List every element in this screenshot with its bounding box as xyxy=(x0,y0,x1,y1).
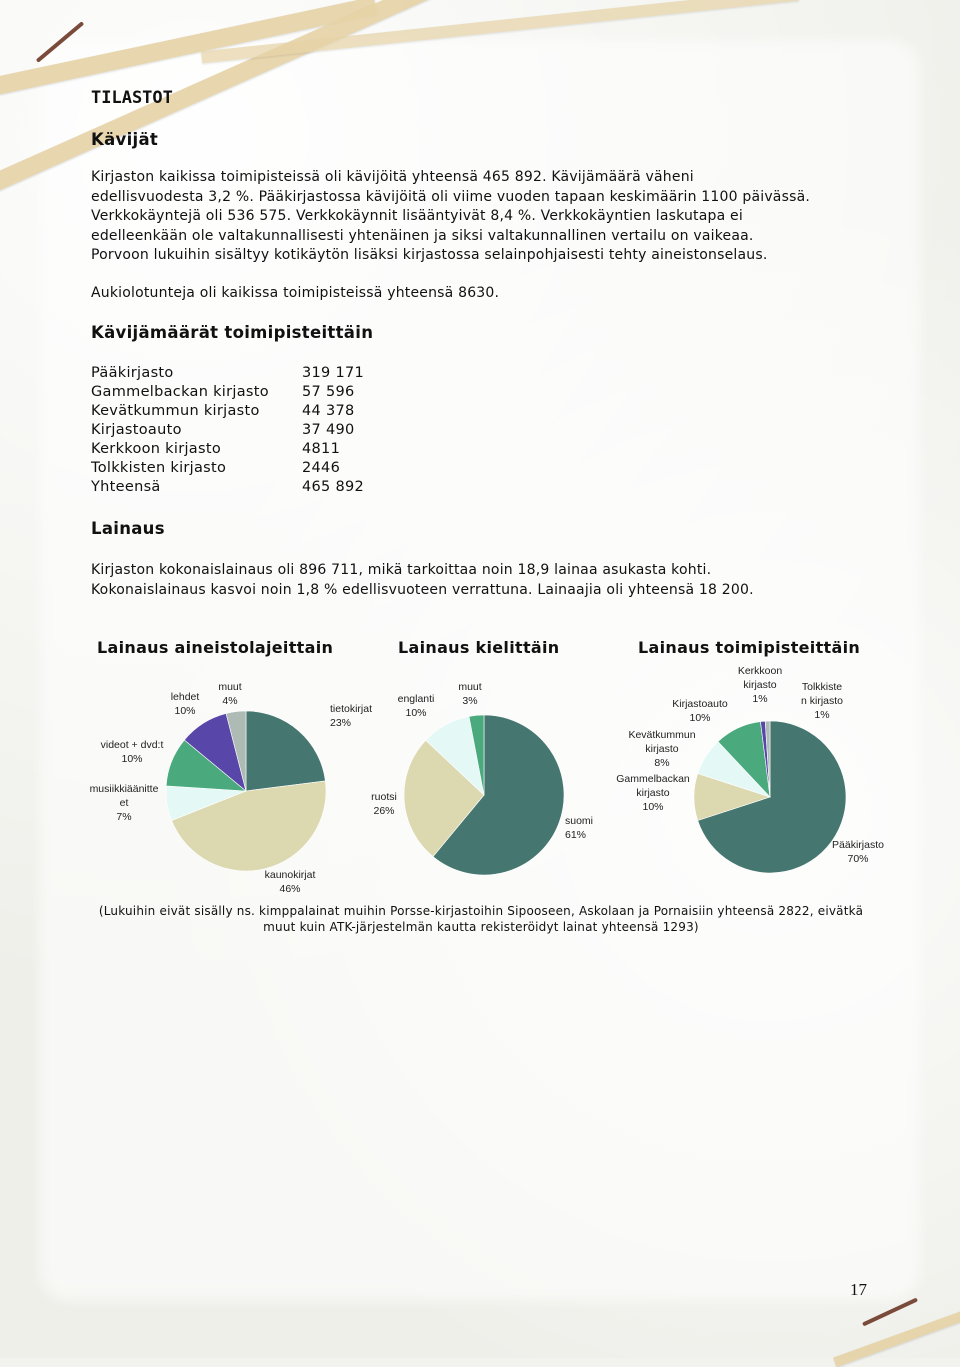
table-row xyxy=(91,383,364,402)
unit-name: Yhteensä xyxy=(91,479,161,495)
pie-3 xyxy=(694,721,846,873)
table-row xyxy=(91,478,364,497)
unit-name: Gammelbackan kirjasto xyxy=(91,384,269,400)
kavijat-line: Porvoon lukuihin sisältyy kotikäytön lisäksi kirjastossa selainpohjaisesti tehty aineistonselaus. xyxy=(91,247,768,263)
slice-label: kaunokirjat 46% xyxy=(264,869,316,895)
slice-label: englanti 10% xyxy=(397,693,435,719)
kavijat-line: edellisvuodesta 3,2 %. Pääkirjastossa kävijöitä oli viime vuoden tapaan keskimäärin 1100 päivässä. xyxy=(91,188,811,205)
kavijat-heading: Kävijät xyxy=(91,130,159,149)
slice-label: lehdet 10% xyxy=(170,691,200,717)
unit-value: 37 490 xyxy=(302,422,355,438)
unit-value: 57 596 xyxy=(302,384,355,400)
pie-2 xyxy=(404,715,564,875)
chart-title-language: Lainaus kielittäin xyxy=(398,638,560,657)
slice-label: Tolkkiste n kirjasto 1% xyxy=(800,681,844,721)
slice-label: videot + dvd:t 10% xyxy=(100,739,164,765)
unit-value: 44 378 xyxy=(302,403,355,419)
slice-label: musiikkiäänitte et 7% xyxy=(89,783,159,823)
slice-label: Kirjastoauto 10% xyxy=(672,698,728,724)
opening-hours-line: Aukiolotunteja oli kaikissa toimipisteissä yhteensä 8630. xyxy=(91,285,500,301)
unit-name: Kevätkummun kirjasto xyxy=(91,403,260,419)
unit-name: Pääkirjasto xyxy=(91,365,174,381)
unit-value: 465 892 xyxy=(302,479,365,495)
lainaus-line: Kokonaislainaus kasvoi noin 1,8 % edellisvuoteen verrattuna. Lainaajia oli yhteensä 18 200. xyxy=(91,581,754,598)
chart-title-material: Lainaus aineistolajeittain xyxy=(97,638,334,657)
opening-hours-text xyxy=(91,284,881,304)
pie-slice xyxy=(246,711,325,791)
kavijat-line: edelleenkään ole valtakunnallisesti yhtenäinen ja siksi valtakunnallinen vertailu on vaikeaa. xyxy=(91,227,754,244)
slice-label: Pääkirjasto 70% xyxy=(832,839,884,865)
visitors-table xyxy=(91,364,364,497)
table-row xyxy=(91,459,364,478)
slice-label: Kevätkummun kirjasto 8% xyxy=(628,729,696,769)
slice-label: Kerkkoon kirjasto 1% xyxy=(737,665,783,705)
pie-1 xyxy=(166,711,326,871)
slice-label: muut 3% xyxy=(458,681,482,707)
table-row xyxy=(91,421,364,440)
table-row xyxy=(91,364,364,383)
unit-name: Kerkkoon kirjasto xyxy=(91,441,221,457)
footnote-line: (Lukuihin eivät sisälly ns. kimppalainat muihin Porsse-kirjastoihin Sipooseen, Askolaan ja Pornaisiin yhteensä 2822, eivätkä xyxy=(98,904,864,918)
kavijat-paragraph xyxy=(91,168,881,266)
unit-value: 319 171 xyxy=(302,365,365,381)
chart-title-unit: Lainaus toimipisteittäin xyxy=(638,638,861,657)
lainaus-heading: Lainaus xyxy=(91,519,165,538)
pie-charts xyxy=(0,660,960,900)
unit-value: 4811 xyxy=(302,441,341,457)
slice-label: Gammelbackan kirjasto 10% xyxy=(616,773,690,813)
table-row xyxy=(91,402,364,421)
unit-name: Kirjastoauto xyxy=(91,422,182,438)
kavijat-line: Kirjaston kaikissa toimipisteissä oli kävijöitä yhteensä 465 892. Kävijämäärä väheni xyxy=(91,169,694,185)
page-title: TILASTOT xyxy=(91,88,173,108)
table-row xyxy=(91,440,364,459)
slice-label: muut 4% xyxy=(218,681,242,707)
kavijat-line: Verkkokäyntejä oli 536 575. Verkkokäynnit lisääntyivät 8,4 %. Verkkokäyntien laskutapa ei xyxy=(91,208,743,224)
visitors-by-unit-heading: Kävijämäärät toimipisteittäin xyxy=(91,323,374,342)
footnote-line: muut kuin ATK-järjestelmän kautta rekisteröidyt lainat yhteensä 1293) xyxy=(263,920,699,934)
unit-name: Tolkkisten kirjasto xyxy=(91,460,227,476)
page-number: 17 xyxy=(850,1280,867,1299)
slice-label: ruotsi 26% xyxy=(371,791,397,817)
lainaus-paragraph xyxy=(91,561,881,600)
footnote xyxy=(91,903,871,935)
slice-label: suomi 61% xyxy=(565,815,594,841)
unit-value: 2446 xyxy=(302,460,341,476)
slice-label: tietokirjat 23% xyxy=(330,703,373,729)
lainaus-line: Kirjaston kokonaislainaus oli 896 711, mikä tarkoittaa noin 18,9 lainaa asukasta kohti. xyxy=(91,562,712,578)
